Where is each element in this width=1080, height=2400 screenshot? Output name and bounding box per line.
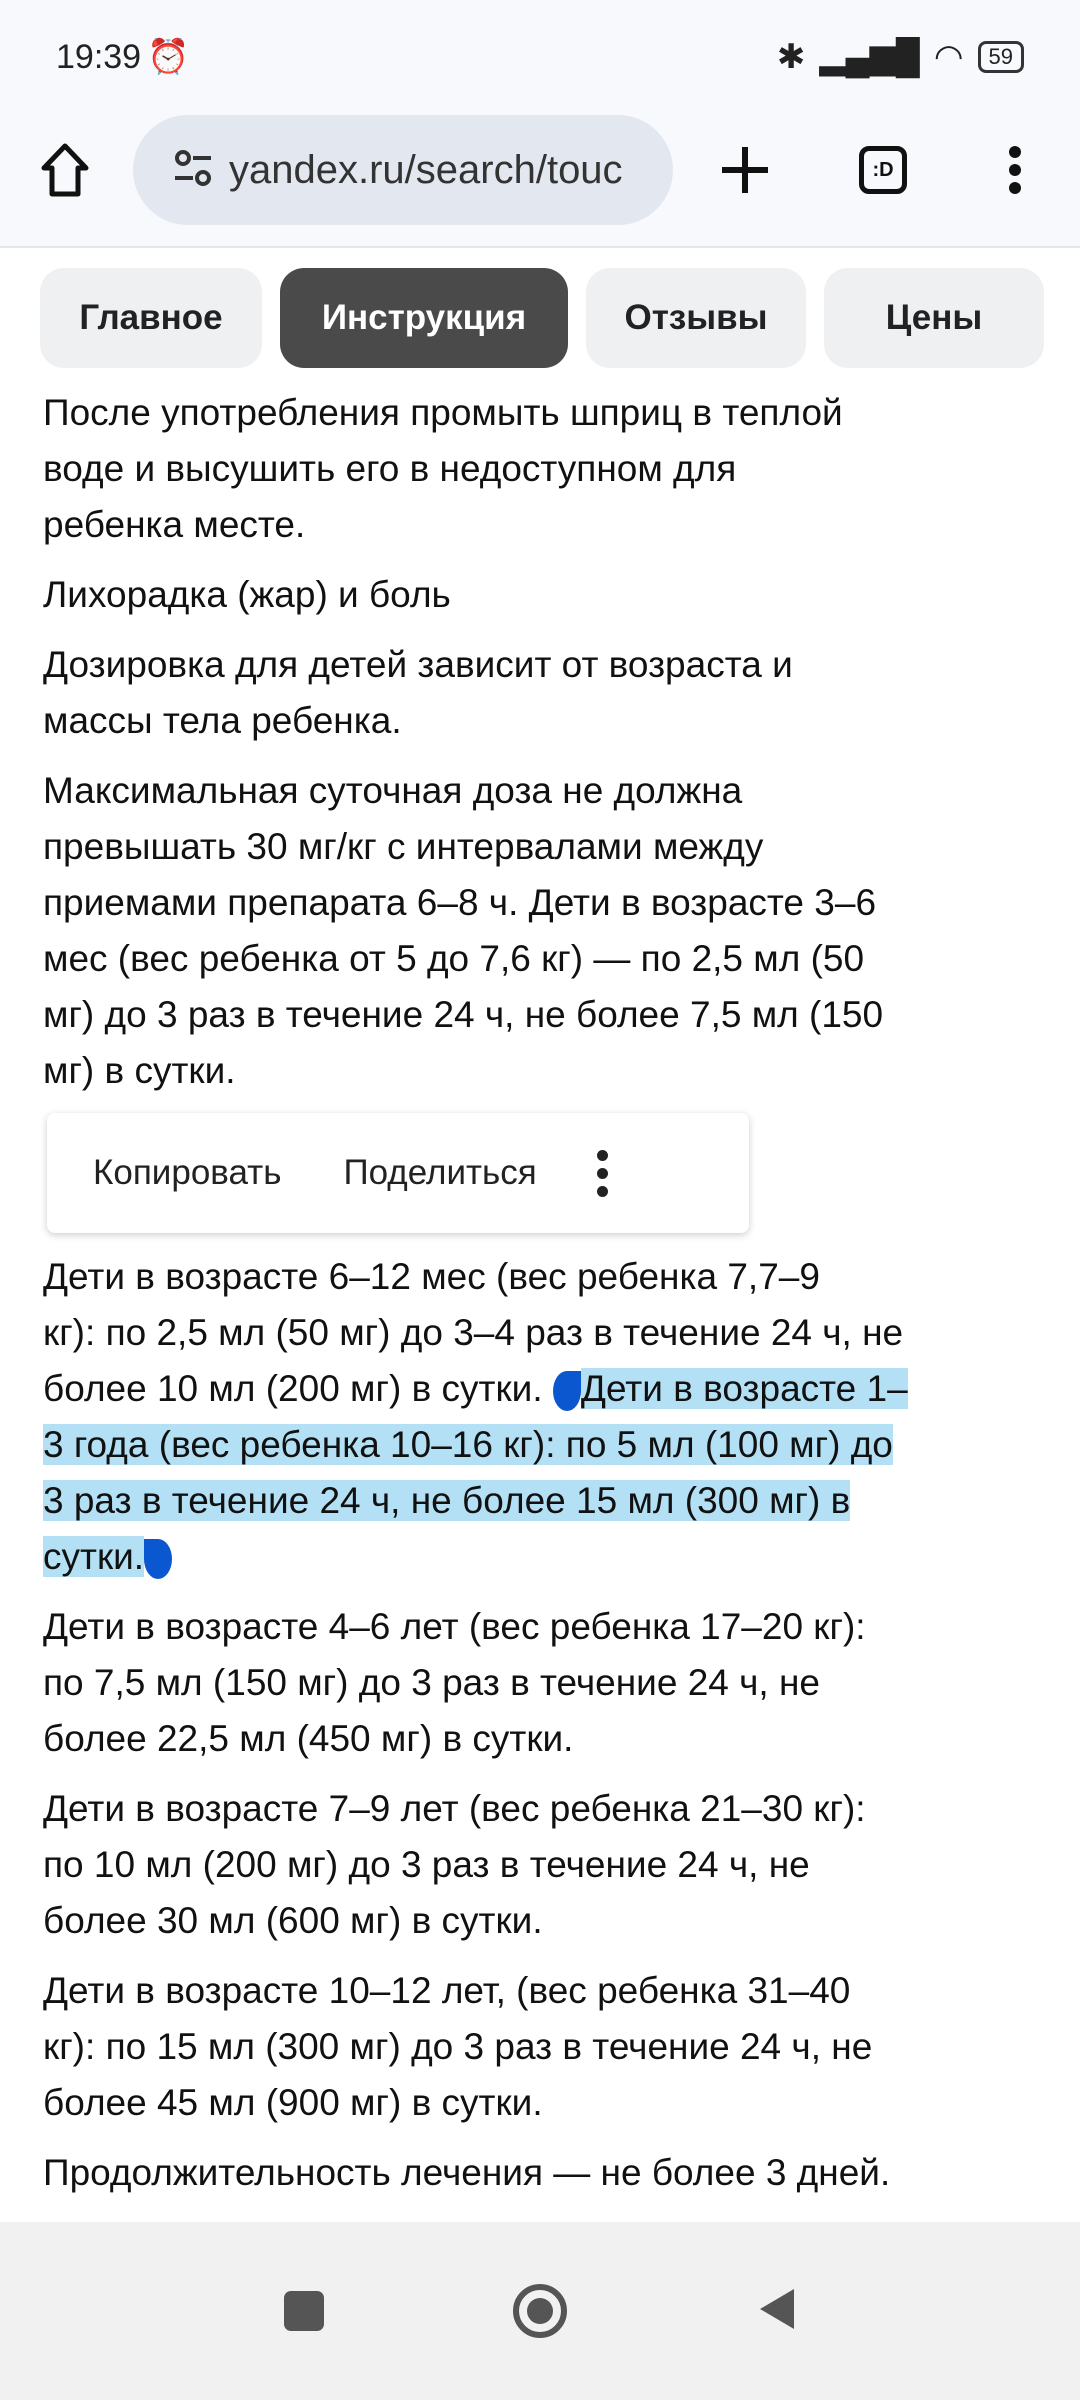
article-content [43,385,1063,2215]
text-line: массы тела ребенка. [43,700,402,741]
tab-reviews[interactable]: Отзывы [586,268,806,368]
section-tabs [40,268,1044,368]
text-segment: более 10 мл (200 мг) в сутки. [43,1368,553,1409]
paragraph [43,1781,1063,1949]
selection-start-handle[interactable] [553,1371,581,1411]
text-line: более 30 мл (600 мг) в сутки. [43,1900,543,1941]
tabs-switcher-icon[interactable]: :D [838,130,928,210]
address-bar[interactable] [133,115,673,225]
paragraph [43,637,1063,749]
wifi-icon: ◠ [933,38,964,76]
text-line: более 45 мл (900 мг) в сутки. [43,2082,543,2123]
home-button-icon[interactable] [513,2284,567,2338]
paragraph-heading [43,567,1063,623]
system-navigation-bar [0,2222,1080,2400]
site-settings-icon[interactable] [173,148,213,193]
url-text[interactable]: yandex.ru/search/touc [229,147,623,192]
text-line [43,1361,1063,1417]
selected-text[interactable]: сутки. [43,1536,145,1577]
browser-header [0,0,1080,248]
tab-prices[interactable]: Цены [824,268,1044,368]
clock: 19:39 [56,37,142,76]
paragraph-with-selection [43,1249,1063,1585]
paragraph [43,2145,1063,2201]
text-selection-menu [47,1113,749,1233]
more-options-icon[interactable] [597,1150,608,1197]
alarm-icon: ⏰ [147,38,190,76]
text-line: Лихорадка (жар) и боль [43,574,451,615]
text-line: превышать 30 мг/кг с интервалами между [43,826,764,867]
text-line: приемами препарата 6–8 ч. Дети в возрасте 3–6 [43,882,877,923]
text-line: Дети в возрасте 6–12 мес (вес ребенка 7,7–9 [43,1256,820,1297]
copy-button[interactable]: Копировать [93,1153,282,1192]
new-tab-icon[interactable] [700,130,790,210]
text-line: Дозировка для детей зависит от возраста и [43,644,793,685]
text-line: мес (вес ребенка от 5 до 7,6 кг) — по 2,5 мл (50 [43,938,865,979]
text-line: воде и высушить его в недоступном для [43,448,737,489]
paragraph [43,1963,1063,2131]
text-line: Дети в возрасте 7–9 лет (вес ребенка 21–30 кг): [43,1788,866,1829]
back-icon[interactable] [756,2287,796,2336]
paragraph [43,385,1063,553]
paragraph [43,763,1063,1099]
selection-end-handle[interactable] [144,1539,172,1579]
text-line: мг) до 3 раз в течение 24 ч, не более 7,5 мл (150 [43,994,884,1035]
text-line: по 7,5 мл (150 мг) до 3 раз в течение 24 ч, не [43,1662,820,1703]
text-line: Продолжительность лечения — не более 3 дней. [43,2152,891,2193]
selected-text[interactable]: 3 года (вес ребенка 10–16 кг): по 5 мл (100 мг) до [43,1424,893,1465]
paragraph [43,1599,1063,1767]
text-line: Дети в возрасте 10–12 лет, (вес ребенка 31–40 [43,1970,851,2011]
text-line: Дети в возрасте 4–6 лет (вес ребенка 17–20 кг): [43,1606,866,1647]
text-line: мг) в сутки. [43,1050,236,1091]
text-line: После употребления промыть шприц в теплой [43,392,843,433]
text-line: более 22,5 мл (450 мг) в сутки. [43,1718,574,1759]
tab-main[interactable]: Главное [40,268,262,368]
menu-icon[interactable] [975,130,1055,210]
recents-icon[interactable] [284,2291,324,2331]
status-bar [56,32,1024,82]
home-icon[interactable] [20,130,110,210]
text-line: по 10 мл (200 мг) до 3 раз в течение 24 ч, не [43,1844,810,1885]
signal-icon: ▂▄▆█ [819,38,920,76]
text-line: кг): по 2,5 мл (50 мг) до 3–4 раз в течение 24 ч, не [43,1312,904,1353]
text-line: Максимальная суточная доза не должна [43,770,743,811]
selected-text[interactable]: Дети в возрасте 1– [580,1368,908,1409]
text-line: кг): по 15 мл (300 мг) до 3 раз в течение 24 ч, не [43,2026,873,2067]
share-button[interactable]: Поделиться [343,1153,537,1192]
tab-instructions[interactable]: Инструкция [280,268,568,368]
bluetooth-icon: ✱ [776,38,806,76]
text-line: ребенка месте. [43,504,306,545]
selected-text[interactable]: 3 раз в течение 24 ч, не более 15 мл (300 мг) в [43,1480,851,1521]
battery-icon: 59 [978,41,1024,73]
